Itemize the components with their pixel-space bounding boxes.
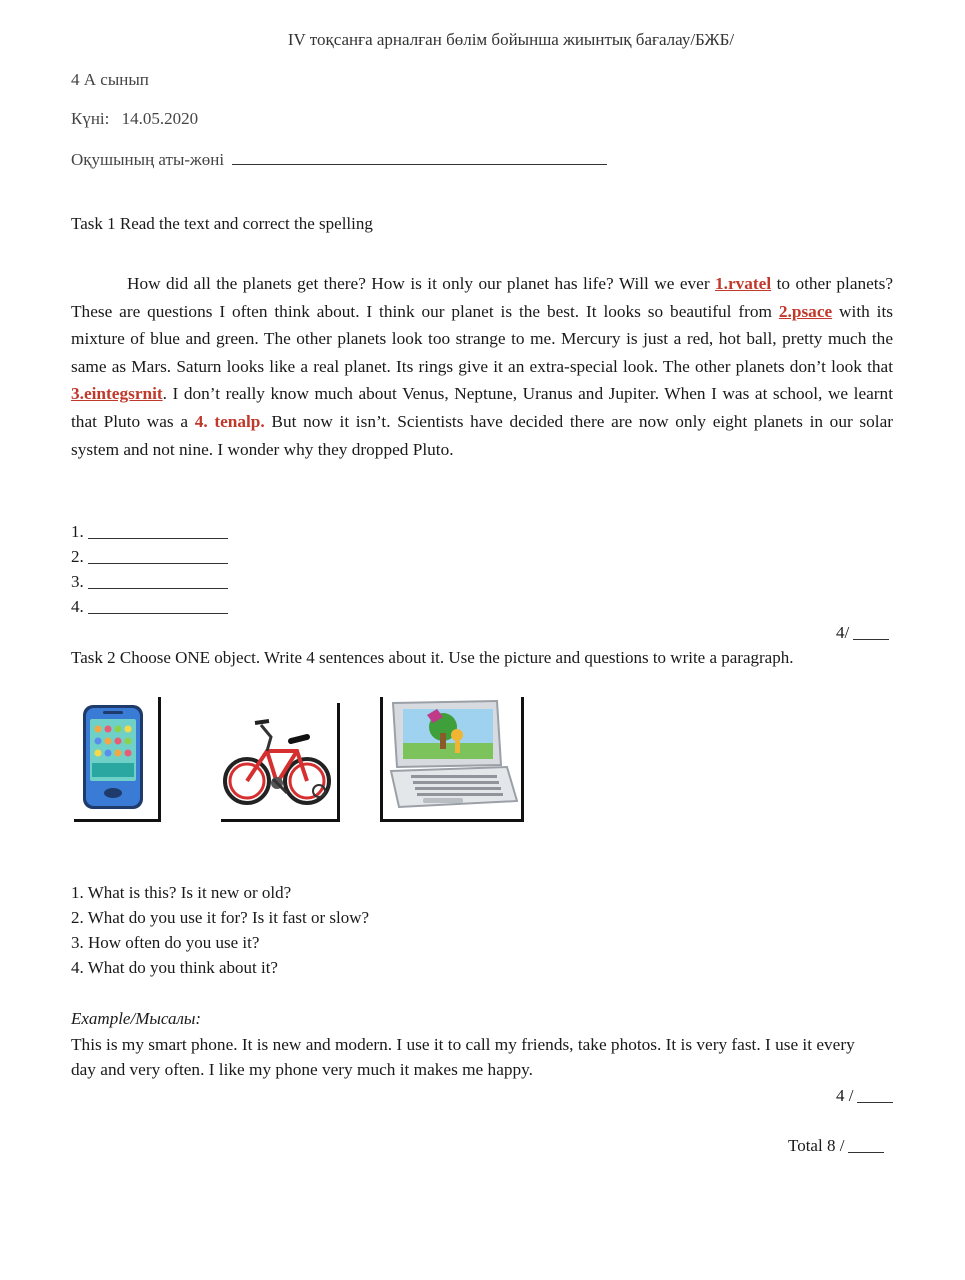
misspelled-word-3: 3.eintegsrnit	[71, 384, 163, 404]
question-2: 2. What do you use it for? Is it fast or slow?	[71, 908, 370, 927]
passage-part-2: to other planets? These are questions I often think about. I think our planet is the best. It looks so beautiful from	[71, 274, 893, 321]
laptop-icon	[383, 697, 521, 819]
task1-score[interactable]: 4/	[836, 623, 889, 643]
question-4: 4. What do you think about it?	[71, 958, 278, 977]
date-row	[71, 109, 198, 129]
student-name-label: Оқушының аты-жөні	[71, 150, 225, 169]
laptop-picture-frame[interactable]	[380, 697, 524, 822]
task2-score[interactable]: 4 /	[836, 1086, 893, 1106]
answer-line-4[interactable]	[71, 597, 228, 617]
bicycle-picture-frame[interactable]	[221, 703, 340, 822]
passage-part-3: with its mixture of blue and green. The other planets look too strange to me. Mercury is just a red, hot ball, pretty much the same as Mars. Saturn looks like a real planet. Its rings give it an extra-special look. The other planets don’t look that	[71, 301, 893, 376]
phone-picture-frame[interactable]	[74, 697, 161, 822]
task2-title: Task 2 Choose ONE object. Write 4 sentences about it. Use the picture and questions to write a paragraph.	[71, 648, 794, 667]
answer-line-2[interactable]	[71, 547, 228, 567]
student-name-row	[71, 150, 607, 170]
smartphone-icon	[74, 697, 158, 819]
passage-part-4: . I don’t really know much about Venus, Neptune, Uranus and Jupiter. When I was at school, we learnt that Pluto was a	[71, 384, 893, 431]
task1-passage	[71, 270, 893, 463]
date-value: 14.05.2020	[121, 109, 199, 128]
question-1: 1. What is this? Is it new or old?	[71, 883, 292, 902]
passage-part-1: How did all the planets get there? How is it only our planet has life? Will we ever	[127, 274, 716, 293]
answer-number: 2.	[71, 547, 84, 566]
date-label: Күні:	[71, 109, 110, 128]
bicycle-icon	[221, 703, 337, 819]
class-label: 4 А сынып	[71, 70, 149, 89]
example-label: Example/Мысалы:	[71, 1009, 202, 1028]
misspelled-word-2: 2.psace	[778, 301, 833, 321]
answer-line-3[interactable]	[71, 572, 228, 592]
answer-number: 1.	[71, 522, 84, 541]
example-text: This is my smart phone. It is new and modern. I use it to call my friends, take photos. It is very fast. I use it every day and very often. I like my phone very much it makes me happy.	[71, 1035, 855, 1079]
task1-title: Task 1 Read the text and correct the spelling	[71, 214, 373, 233]
passage-part-5: But now it isn’t. Scientists have decided there are now only eight planets in our solar system and not nine. I wonder why they dropped Pluto.	[71, 411, 893, 459]
total-score[interactable]: Total 8 /	[788, 1136, 884, 1156]
question-3: 3. How often do you use it?	[71, 933, 260, 952]
misspelled-word-1: 1.rvatel	[715, 274, 772, 293]
misspelled-word-4: 4. tenalp.	[194, 411, 265, 431]
answer-line-1[interactable]	[71, 522, 228, 542]
answer-number: 3.	[71, 572, 84, 591]
page-header: IV тоқсанға арналған бөлім бойынша жиынтық бағалау/БЖБ/	[287, 30, 735, 49]
answer-number: 4.	[71, 597, 84, 616]
student-name-field[interactable]	[232, 150, 607, 165]
